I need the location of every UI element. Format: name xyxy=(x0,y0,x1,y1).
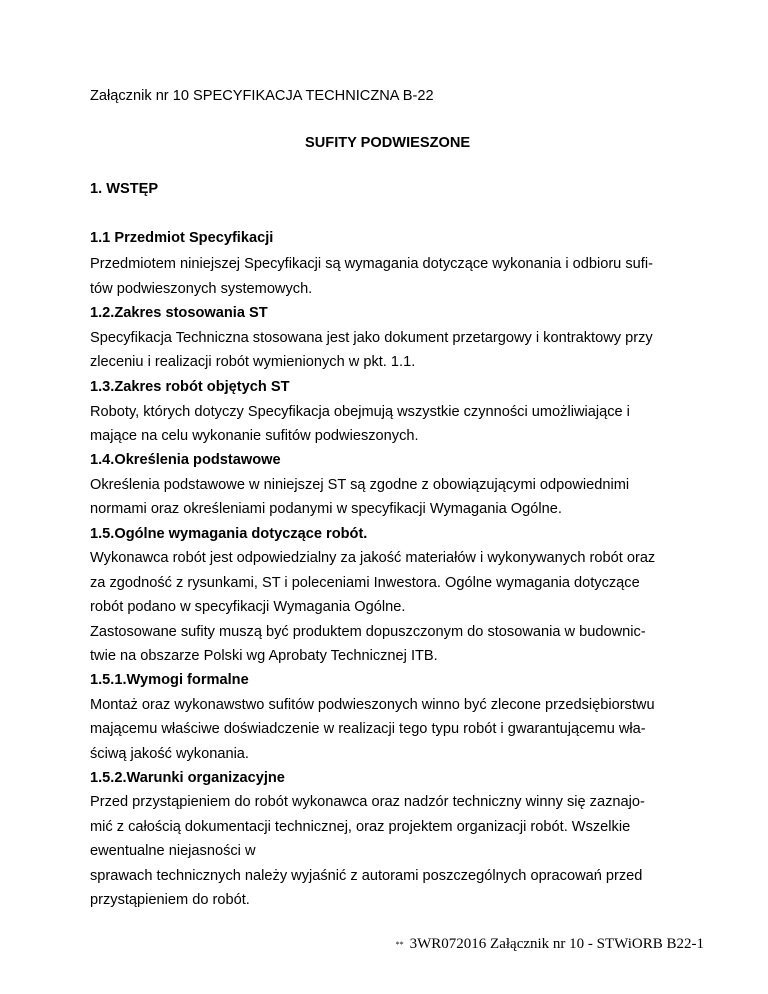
section-1-4-heading: 1.4.Określenia podstawowe xyxy=(90,452,281,468)
section-1-5-1-line: ściwą jakość wykonania. xyxy=(90,746,249,762)
footer-text: 3WR072016 Załącznik nr 10 - STWiORB B22-1 xyxy=(409,936,704,952)
section-1-3-line: mające na celu wykonanie sufitów podwieszonych. xyxy=(90,428,419,444)
section-1-4-line: normami oraz określeniami podanymi w specyfikacji Wymagania Ogólne. xyxy=(90,501,562,517)
section-1-5-line: robót podano w specyfikacji Wymagania Ogólne. xyxy=(90,599,406,615)
section-1-5-line: za zgodność z rysunkami, ST i poleceniami Inwestora. Ogólne wymagania dotyczące xyxy=(90,575,640,591)
section-1-5-2-line: ewentualne niejasności w xyxy=(90,843,256,859)
section-1-5-1-line: mającemu właściwe doświadczenie w realizacji tego typu robót i gwarantującemu wła- xyxy=(90,721,646,737)
section-1-3-line: Roboty, których dotyczy Specyfikacja obejmują wszystkie czynności umożliwiające i xyxy=(90,404,630,420)
section-1-5-2-line: mić z całością dokumentacji technicznej, oraz projektem organizacji robót. Wszelkie xyxy=(90,819,631,835)
section-1-3-heading: 1.3.Zakres robót objętych ST xyxy=(90,379,290,395)
section-1-2-heading: 1.2.Zakres stosowania ST xyxy=(90,305,268,321)
section-1-1-heading: 1.1 Przedmiot Specyfikacji xyxy=(90,230,274,246)
section-1-2-line: Specyfikacja Techniczna stosowana jest jako dokument przetargowy i kontraktowy przy xyxy=(90,330,653,346)
section-1-1-line: tów podwieszonych systemowych. xyxy=(90,281,313,297)
section-1-5-2-heading: 1.5.2.Warunki organizacyjne xyxy=(90,770,285,786)
page-footer xyxy=(396,936,704,953)
section-1-5-line: Wykonawca robót jest odpowiedzialny za jakość materiałów i wykonywanych robót oraz xyxy=(90,550,656,566)
attachment-line: Załącznik nr 10 SPECYFIKACJA TECHNICZNA B-22 xyxy=(90,88,434,104)
section-1-1-line: Przedmiotem niniejszej Specyfikacji są wymagania dotyczące wykonania i odbioru sufi- xyxy=(90,256,653,272)
section-1-5-1-heading: 1.5.1.Wymogi formalne xyxy=(90,672,249,688)
section-1-5-line: Zastosowane sufity muszą być produktem dopuszczonym do stosowania w budownic- xyxy=(90,624,646,640)
section-1-2-line: zleceniu i realizacji robót wymienionych w pkt. 1.1. xyxy=(90,354,416,370)
section-1-5-2-line: Przed przystąpieniem do robót wykonawca oraz nadzór techniczny winny się zaznajo- xyxy=(90,794,645,810)
section-1-5-2-line: sprawach technicznych należy wyjaśnić z autorami poszczególnych opracowań przed xyxy=(90,868,643,884)
section-1-5-line: twie na obszarze Polski wg Aprobaty Technicznej ITB. xyxy=(90,648,438,664)
section-1-5-1-line: Montaż oraz wykonawstwo sufitów podwieszonych winno być zlecone przedsiębiorstwu xyxy=(90,697,655,713)
section-1-4-line: Określenia podstawowe w niniejszej ST są zgodne z obowiązującymi odpowiednimi xyxy=(90,477,630,493)
section-1-5-heading: 1.5.Ogólne wymagania dotyczące robót. xyxy=(90,526,368,542)
section-1-heading: 1. WSTĘP xyxy=(90,181,159,197)
document-title: SUFITY PODWIESZONE xyxy=(305,135,471,151)
footer-mark: ** xyxy=(395,940,404,950)
section-1-5-2-line: przystąpieniem do robót. xyxy=(90,892,250,908)
